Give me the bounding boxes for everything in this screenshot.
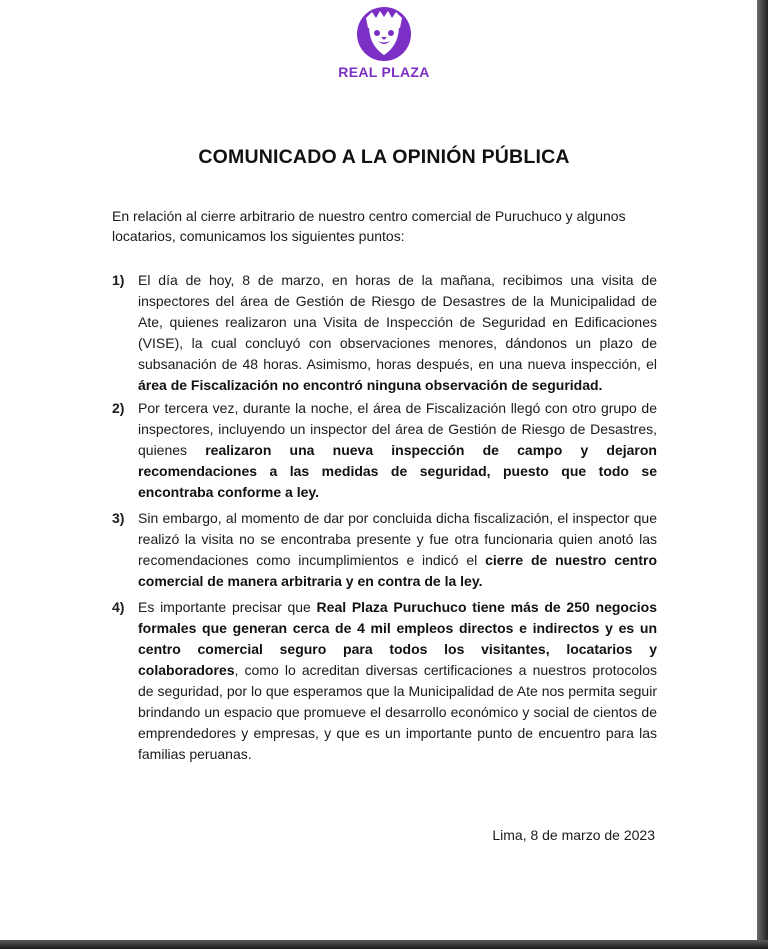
brand-name: REAL PLAZA bbox=[338, 64, 430, 80]
item-text: Sin embargo, al momento de dar por concluida dicha fiscalización, el inspector que realizó la visita no se encontraba presente y fue otra funcionaria quien anotó las recomendaciones como incumplimientos e indicó el cierre de nuestro centro comercial de manera arbitraria y en contra de la ley. bbox=[138, 510, 658, 589]
item-number: 1) bbox=[112, 272, 125, 288]
item-number: 2) bbox=[112, 400, 125, 416]
item-number: 4) bbox=[112, 599, 125, 615]
intro-paragraph: En relación al cierre arbitrario de nuestro centro comercial de Puruchuco y algunos locatarios, comunicamos los siguientes puntos: bbox=[112, 208, 626, 244]
list-item-4 bbox=[112, 597, 657, 765]
item-text: El día de hoy, 8 de marzo, en horas de la mañana, recibimos una visita de inspectores del área de Gestión de Riesgo de Desastres de la Municipalidad de Ate, quienes realizaron una Visita de Inspección de Seguridad en Edificaciones (VISE), la cual concluyó con observaciones menores, dándonos un plazo de subsanación de 48 horas. Asimismo, horas después, en una nueva inspección, el área de Fiscalización no encontró ninguna observación de seguridad. bbox=[138, 272, 657, 393]
list-item-1 bbox=[112, 270, 657, 396]
lion-head-logo-icon bbox=[356, 6, 412, 62]
item-number: 3) bbox=[112, 510, 125, 526]
page-edge-shadow-bottom bbox=[0, 940, 768, 949]
signature-date: Lima, 8 de marzo de 2023 bbox=[492, 827, 655, 843]
page-edge-shadow bbox=[757, 0, 768, 949]
item-text: Por tercera vez, durante la noche, el área de Fiscalización llegó con otro grupo de inspectores, incluyendo un inspector del área de Gestión de Riesgo de Desastres, quienes realizaron una nueva inspección de campo y dejaron recomendaciones a las medidas de seguridad, puesto que todo se encontraba conforme a ley. bbox=[138, 400, 657, 500]
page-title: COMUNICADO A LA OPINIÓN PÚBLICA bbox=[198, 146, 570, 168]
list-item-2 bbox=[112, 398, 657, 503]
list-item-3 bbox=[112, 508, 657, 592]
item-text: Es importante precisar que Real Plaza Puruchuco tiene más de 250 negocios formales que generan cerca de 4 mil empleos directos e indirectos y es un centro comercial seguro para todos los visitantes, locatarios y colaboradores, como lo acreditan diversas certificaciones a nuestros protocolos de seguridad, por lo que esperamos que la Municipalidad de Ate nos permita seguir brindando un espacio que promueve el desarrollo económico y social de cientos de emprendedores y empresas, y que es un importante punto de encuentro para las familias peruanas. bbox=[138, 599, 657, 762]
